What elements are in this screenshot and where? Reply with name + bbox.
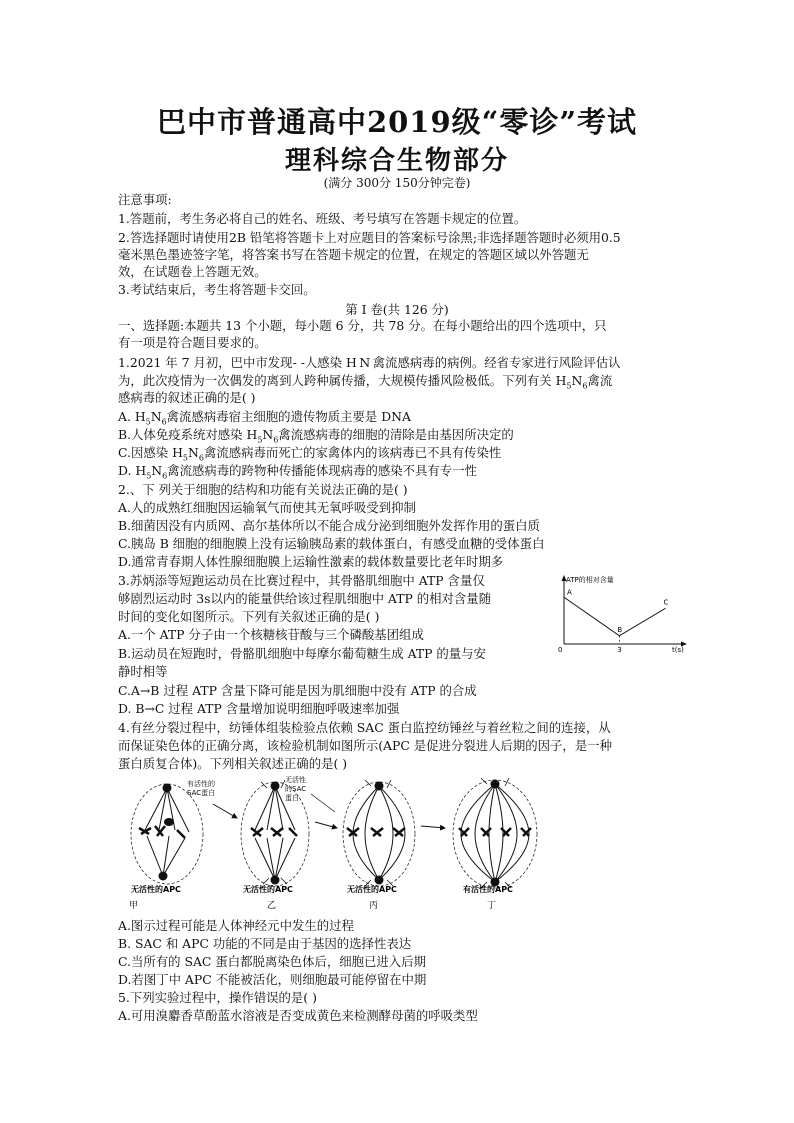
section-intro-line-1: 一、选择题:本题共 13 个小题，每小题 6 分，共 78 分。在每小题给出的四个选项中，只 <box>118 318 607 333</box>
q2-option-a: A.人的成熟红细胞因运输氧气而使其无氧呼吸受到抑制 <box>118 500 416 515</box>
q4-option-d: D.若图丁中 APC 不能被活化，则细胞最可能停留在中期 <box>118 972 427 987</box>
chart-x-tick-3: 3 <box>617 646 622 654</box>
q3-stem-line-2: 够剧烈运动时 3s以内的能量供给该过程肌细胞中 ATP 的相对含量随 <box>118 591 492 606</box>
q2-option-c: C.胰岛 B 细胞的细胞膜上没有运输胰岛素的载体蛋白，有感受血糖的受体蛋白 <box>118 536 545 551</box>
q4-option-c: C.当所有的 SAC 蛋白都脱离染色体后，细胞已进入后期 <box>118 954 426 969</box>
stage-ding: 丁 <box>487 901 497 911</box>
arrow-jia-yi <box>213 804 237 818</box>
q3-option-c: C.A→B 过程 ATP 含量下降可能是因为肌细胞中没有 ATP 的合成 <box>118 683 477 698</box>
apc-inactive-1: 无活性的APC <box>131 885 181 894</box>
q4-stem-line-1: 4.有丝分裂过程中，纺锤体组装检验点依赖 SAC 蛋白监控纺锤丝与着丝粒之间的连接，从 <box>118 720 611 735</box>
chart-point-label-c: C <box>663 598 669 607</box>
q1-option-c: C.因感染 $H_5N_6$禽流感病毒而死亡的家禽体内的该病毒已不具有传染性 <box>118 445 502 463</box>
q1-stem-line-3: 感病毒的叙述正确的是( ) <box>118 390 256 405</box>
q3-stem-line-1: 3.苏炳添等短跑运动员在比赛过程中，其骨骼肌细胞中 ATP 含量仅 <box>118 573 485 588</box>
sac-protein-mark <box>164 818 174 826</box>
q3-option-a: A.一个 ATP 分子由一个核糖核苷酸与三个磷酸基团组成 <box>118 627 424 642</box>
notice-item-2-line-3: 效，在试题卷上答题无效。 <box>118 264 267 279</box>
cell-bing <box>343 780 415 886</box>
sac-pointer <box>311 794 335 812</box>
label-inactive-sac: 无活性的SAC 蛋白 <box>285 776 307 802</box>
q2-stem: 2.、下 列关于细胞的结构和功能有关说法正确的是( ) <box>118 482 408 497</box>
q2-option-b: B.细菌因没有内质网、高尔基体所以不能合成分泌到细胞外发挥作用的蛋白质 <box>118 518 540 533</box>
notice-item-1: 1.答题前，考生务必将自己的姓名、班级、考号填写在答题卡规定的位置。 <box>118 211 527 226</box>
q4-stem-line-2: 而保证染色体的正确分离，该检验机制如图所示(APC 是促进分裂进人后期的因子，是一种 <box>118 738 612 753</box>
q4-option-b: B. SAC 和 APC 功能的不同是由于基因的选择性表达 <box>118 936 412 951</box>
notice-heading: 注意事项: <box>118 192 172 207</box>
q5-stem: 5.下列实验过程中，操作错误的是( ) <box>118 990 317 1005</box>
exam-title: 巴中市普通高中2019级“零诊”考试 <box>156 105 638 139</box>
cell-jia <box>131 784 203 884</box>
notice-item-2-line-1: 2.答选择题时请使用2B 铅笔将答题卡上对应题目的答案标号涂黑;非选择题答题时必须用0.5 <box>118 230 621 245</box>
chart-title: ATP的相对含量 <box>566 576 614 584</box>
exam-score-note: (满分 300分 150分钟完卷) <box>323 176 471 190</box>
q1-stem-line-2: 为，此次疫情为一次偶发的离到人跨种属传播，大规模传播风险极低。下列有关 $H_5N_6$禽流 <box>118 373 613 391</box>
q1-stem-line-1: 1.2021 年 7 月初，巴中市发现- -人感染 H N 禽流感病毒的病例。经省专家进行风险评估认 <box>118 355 621 370</box>
section-intro-line-2: 有一项是符合题目要求的。 <box>118 335 267 350</box>
q3-option-b-line-1: B.运动员在短跑时，骨骼肌细胞中每摩尔葡萄糖生成 ATP 的量与安 <box>118 646 486 661</box>
stage-bing: 丙 <box>369 901 379 911</box>
q4-stem-line-3: 蛋白质复合体)。下列相关叙述正确的是( ) <box>118 756 348 771</box>
notice-item-2-line-2: 毫米黑色墨迹签字笔，将答案书写在答题卡规定的位置，在规定的答题区域以外答题无 <box>118 247 589 262</box>
q3-option-d: D. B→C 过程 ATP 含量增加说明细胞呼吸速率加强 <box>118 701 400 716</box>
apc-inactive-3: 无活性的APC <box>347 885 397 894</box>
mitosis-figure <box>125 772 565 912</box>
label-active-sac: 有活性的 SAC蛋白 <box>187 780 216 797</box>
q2-option-d: D.通常青春期人体性腺细胞膜上运输性激素的载体数量要比老年时期多 <box>118 554 504 569</box>
chart-point-label-a: A <box>567 588 572 597</box>
section-header: 第 I 卷(共 126 分) <box>345 302 449 317</box>
q1-option-d: D. $H_5N_6$禽流感病毒的跨物种传播能体现病毒的感染不具有专一性 <box>118 463 477 481</box>
chart-origin-tick: 0 <box>558 646 563 654</box>
q4-option-a: A.图示过程可能是人体神经元中发生的过程 <box>118 918 354 933</box>
stage-jia: 甲 <box>129 901 139 911</box>
exam-subtitle: 理科综合生物部分 <box>284 146 509 176</box>
chart-point-label-b: B <box>617 625 623 634</box>
chart-series-line <box>564 597 666 636</box>
q5-option-a: A.可用溴麝香草酚蓝水溶液是否变成黄色来检测酵母菌的呼吸类型 <box>118 1008 478 1023</box>
apc-active: 有活性的APC <box>463 885 513 894</box>
chart-xlabel: t(s) <box>672 646 684 654</box>
apc-inactive-2: 无活性的APC <box>243 885 293 894</box>
atp-chart <box>556 572 690 654</box>
q3-stem-line-3: 时间的变化如图所示。下列有关叙述正确的是( ) <box>118 609 380 624</box>
arrow-yi-bing <box>315 822 337 828</box>
cell-ding <box>453 778 537 888</box>
arrow-bing-ding <box>421 826 445 828</box>
q1-option-b: B.人体免疫系统对感染 $H_5N_6$禽流感病毒的细胞的清除是由基因所决定的 <box>118 427 514 445</box>
notice-item-3: 3.考试结束后，考生将答题卡交回。 <box>118 282 316 297</box>
q3-option-b-line-2: 静时相等 <box>118 664 168 679</box>
stage-yi: 乙 <box>267 901 277 911</box>
q1-option-a: A. $H_5N_6$禽流感病毒宿主细胞的遗传物质主要是 DNA <box>118 409 411 427</box>
